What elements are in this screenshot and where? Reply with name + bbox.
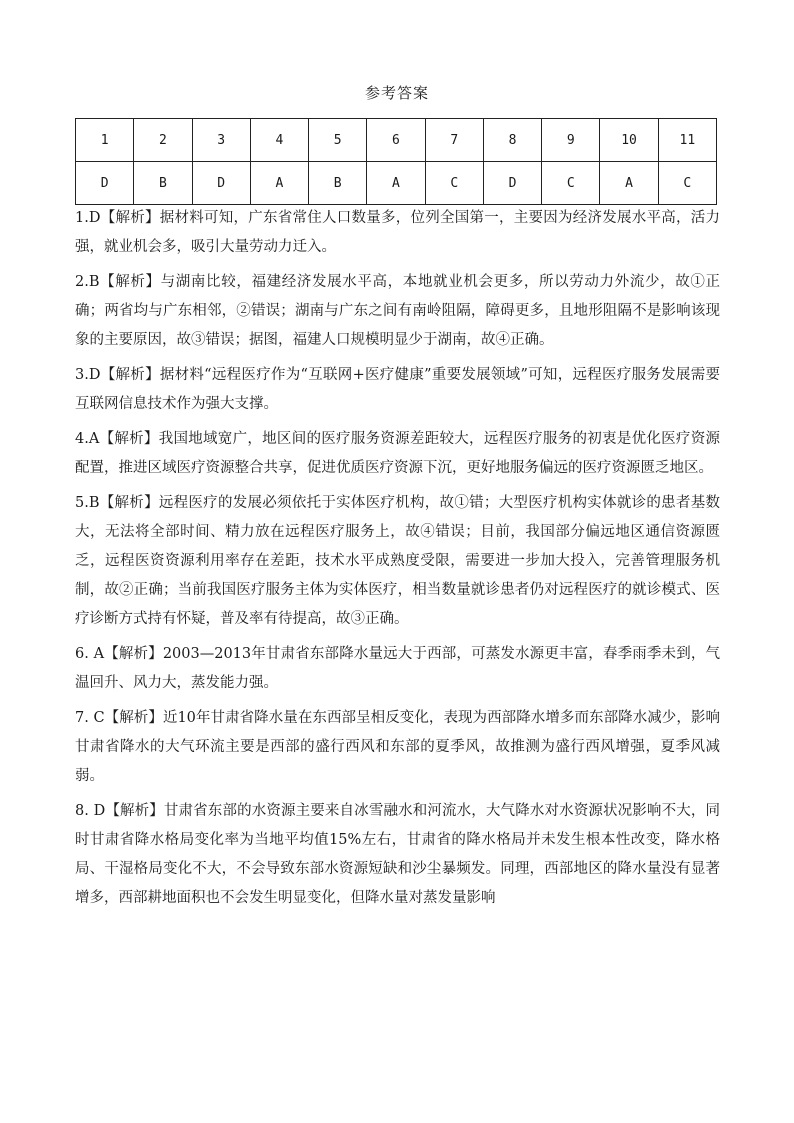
question-number-cell: 1	[76, 119, 134, 162]
answer-cell: B	[134, 162, 192, 205]
answer-row	[76, 162, 717, 205]
question-number-cell: 7	[425, 119, 483, 162]
question-number-cell: 2	[134, 119, 192, 162]
question-number-row	[76, 119, 717, 162]
question-number-cell: 6	[367, 119, 425, 162]
explanation-item: 3.D【解析】据材料“远程医疗作为“互联网+医疗健康”重要发展领域”可知，远程医疗服务发展需要互联网信息技术作为强大支撑。	[75, 367, 720, 412]
question-number-cell: 5	[309, 119, 367, 162]
explanation-item: 8. D【解析】甘肃省东部的水资源主要来自冰雪融水和河流水，大气降水对水资源状况影响不大，同时甘肃省降水格局变化率为当地平均值15%左右，甘肃省的降水格局并未发生根本性改变，降水格局、干湿格局变化不大，不会导致东部水资源短缺和沙尘暴频发。同理，西部地区的降水量没有显著增多，西部耕地面积也不会发生明显变化，但降水量对蒸发量影响	[75, 803, 720, 906]
explanations-section	[75, 204, 720, 919]
answer-cell: D	[192, 162, 250, 205]
answer-cell: C	[425, 162, 483, 205]
question-number-cell: 9	[542, 119, 600, 162]
answer-cell: A	[367, 162, 425, 205]
question-number-cell: 4	[250, 119, 308, 162]
question-number-cell: 3	[192, 119, 250, 162]
answer-table	[75, 118, 717, 205]
answer-cell: D	[483, 162, 541, 205]
answer-cell: A	[250, 162, 308, 205]
explanation-item: 4.A【解析】我国地域宽广，地区间的医疗服务资源差距较大，远程医疗服务的初衷是优化医疗资源配置，推进区域医疗资源整合共享，促进优质医疗资源下沉，更好地服务偏远的医疗资源匮乏地区。	[75, 431, 720, 476]
answer-cell: C	[542, 162, 600, 205]
question-number-cell: 10	[600, 119, 658, 162]
answer-cell: D	[76, 162, 134, 205]
explanation-item: 6. A【解析】2003—2013年甘肃省东部降水量远大于西部，可蒸发水源更丰富，春季雨季未到，气温回升、风力大，蒸发能力强。	[75, 646, 720, 691]
answer-cell: C	[658, 162, 716, 205]
answer-cell: A	[600, 162, 658, 205]
question-number-cell: 11	[658, 119, 716, 162]
explanation-item: 5.B【解析】远程医疗的发展必须依托于实体医疗机构，故①错；大型医疗机构实体就诊的患者基数大，无法将全部时间、精力放在远程医疗服务上，故④错误；目前，我国部分偏远地区通信资源匮乏，远程医资资源利用率存在差距，技术水平成熟度受限，需要进一步加大投入，完善管理服务机制，故②正确；当前我国医疗服务主体为实体医疗，相当数量就诊患者仍对远程医疗的就诊模式、医疗诊断方式持有怀疑，普及率有待提高，故③正确。	[75, 495, 720, 627]
answer-cell: B	[309, 162, 367, 205]
explanation-item: 1.D【解析】据材料可知，广东省常住人口数量多，位列全国第一，主要因为经济发展水平高，活力强，就业机会多，吸引大量劳动力迁入。	[75, 210, 720, 255]
page-title: 参考答案	[364, 84, 429, 102]
explanation-item: 7. C【解析】近10年甘肃省降水量在东西部呈相反变化，表现为西部降水增多而东部降水减少，影响甘肃省降水的大气环流主要是西部的盛行西风和东部的夏季风，故推测为盛行西风增强，夏季风减弱。	[75, 710, 720, 784]
question-number-cell: 8	[483, 119, 541, 162]
explanation-item: 2.B【解析】与湖南比较，福建经济发展水平高，本地就业机会更多，所以劳动力外流少，故①正确；两省均与广东相邻，②错误；湖南与广东之间有南岭阻隔，障碍更多，且地形阻隔不是影响该现象的主要原因，故③错误；据图，福建人口规模明显少于湖南，故④正确。	[75, 274, 720, 348]
